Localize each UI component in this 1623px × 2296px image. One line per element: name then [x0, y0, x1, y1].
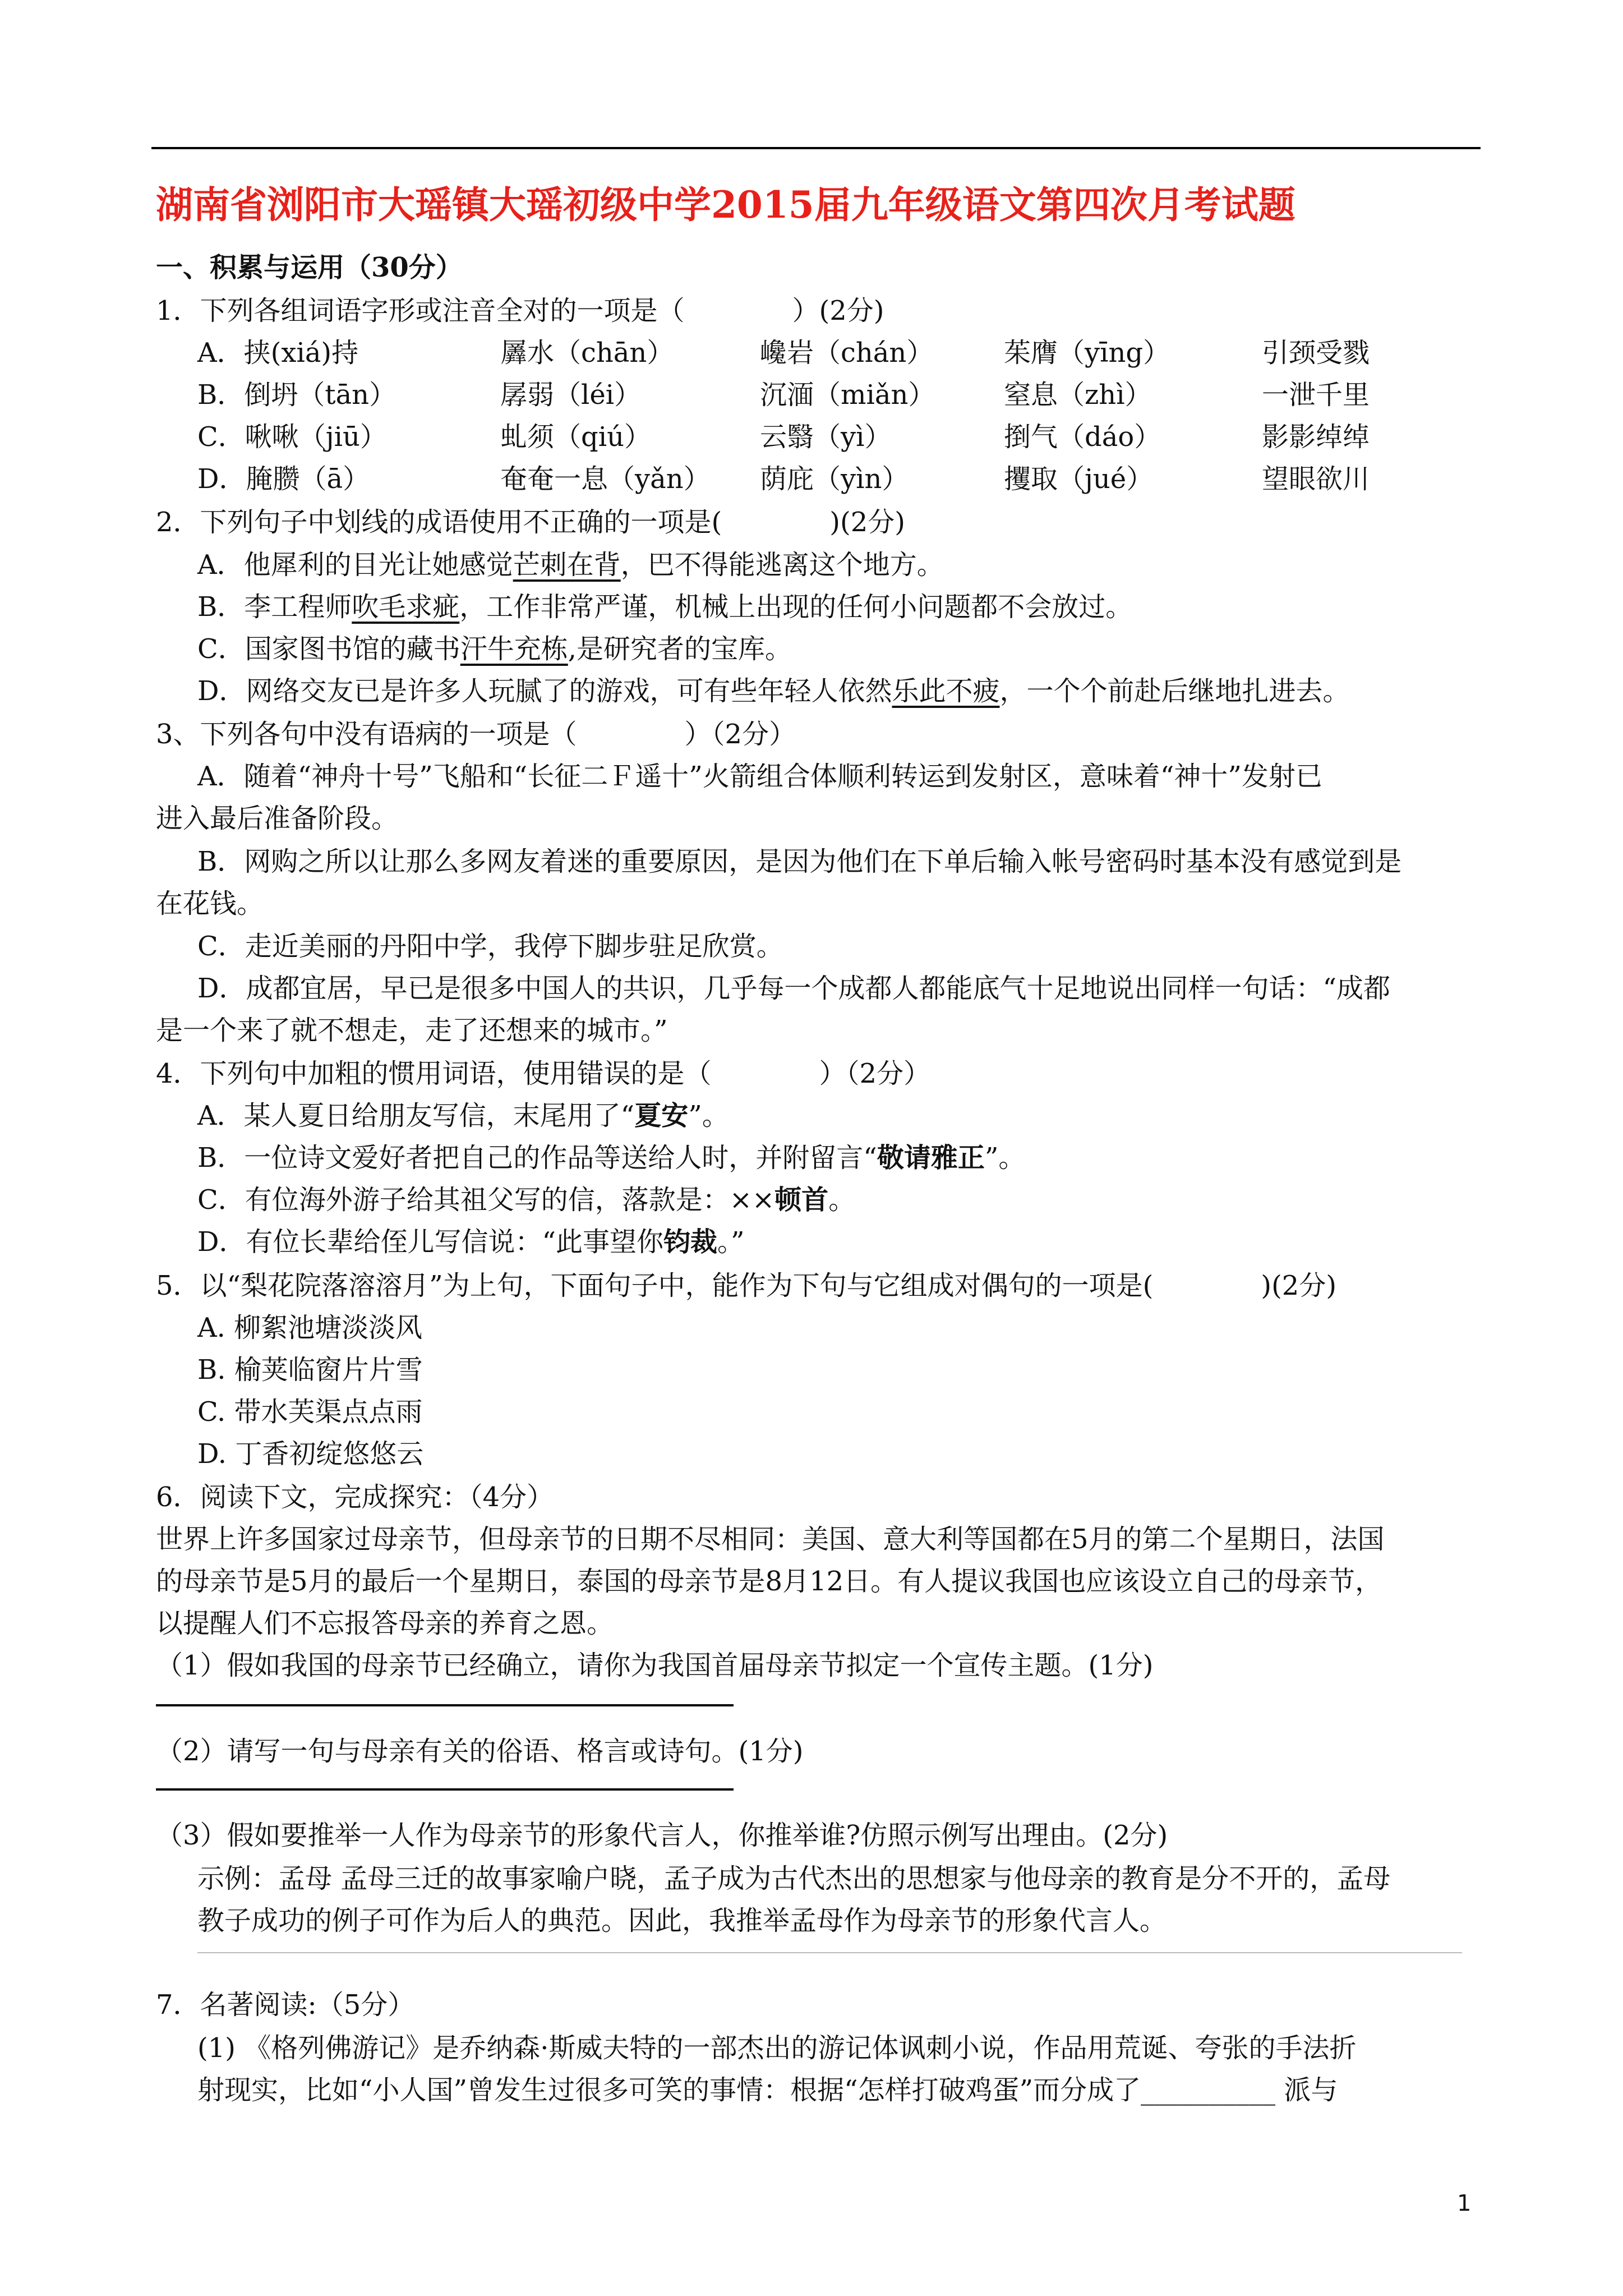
- section-heading: 一、积累与运用（30分）: [156, 252, 463, 283]
- q6-stem: 6．阅读下文，完成探究：（4分）: [156, 1481, 554, 1513]
- q1-a-2: 羼水（chān）: [500, 337, 674, 369]
- answer-line-3[interactable]: [197, 1952, 1462, 1953]
- q1-a-3: 巉岩（chán）: [760, 337, 934, 369]
- q6-passage-line2: 的母亲节是5月的最后一个星期日，泰国的母亲节是8月12日。有人提议我国也应该设立自己的母亲节，: [156, 1566, 1382, 1597]
- q1-d-2: 奄奄一息（yǎn）: [500, 463, 711, 495]
- q5-option-a: A. 柳絮池塘淡淡风: [197, 1312, 423, 1343]
- q1-stem: 1．下列各组词语字形或注音全对的一项是（ ）(2分): [156, 295, 884, 326]
- q4-c-term: 顿首: [774, 1184, 829, 1216]
- q2-d-rest: ，一个个前赴后继地扎进去。: [999, 675, 1350, 707]
- q1-d-3: 荫庇（yìn）: [760, 463, 909, 495]
- q6-example-line2: 教子成功的例子可作为后人的典范。因此，我推举孟母作为母亲节的形象代言人。: [197, 1905, 1167, 1936]
- q4-a-text: A．某人夏日给朋友写信，末尾用了“: [197, 1100, 635, 1131]
- q6-sub3: （3）假如要推举一人作为母亲节的形象代言人，你推举谁?仿照示例写出理由。(2分): [156, 1820, 1168, 1851]
- q1-d-5: 望眼欲川: [1262, 463, 1370, 495]
- q1-a-4: 茱膺（yīng）: [1004, 337, 1170, 369]
- q7-line1: (1) 《格列佛游记》是乔纳森·斯威夫特的一部杰出的游记体讽刺小说，作品用荒诞、夸张的手法折: [197, 2032, 1357, 2064]
- q2-b-rest: ，工作非常严谨，机械上出现的任何小问题都不会放过。: [459, 591, 1133, 623]
- q4-option-b: [197, 1136, 1025, 1175]
- q6-passage-line1: 世界上许多国家过母亲节，但母亲节的日期不尽相同：美国、意大利等国都在5月的第二个星期日，法国: [156, 1524, 1385, 1555]
- q6-passage-line3: 以提醒人们不忘报答母亲的养育之恩。: [156, 1608, 614, 1639]
- q1-c-4: 捯气（dáo）: [1004, 421, 1161, 453]
- q3-option-a-line1: A．随着“神舟十号”飞船和“长征二Ｆ遥十”火箭组合体顺利转运到发射区，意味着“神十”发射已: [197, 761, 1322, 792]
- q4-c-rest: 。: [828, 1184, 856, 1216]
- q6-sub2: （2）请写一句与母亲有关的俗语、格言或诗句。(1分): [156, 1736, 804, 1767]
- answer-line-1[interactable]: [156, 1704, 734, 1706]
- q4-option-d: [197, 1220, 745, 1259]
- q4-d-text: D．有位长辈给侄儿写信说：“此事望你: [197, 1226, 664, 1258]
- page-title: 湖南省浏阳市大瑶镇大瑶初级中学2015届九年级语文第四次月考试题: [156, 183, 1295, 227]
- q1-b-4: 窒息（zhì）: [1004, 379, 1152, 411]
- q2-c-text: C．国家图书馆的藏书: [197, 633, 460, 665]
- q1-d-4: 攫取（jué）: [1004, 463, 1154, 495]
- q3-option-d-line1: D．成都宜居，早已是很多中国人的共识，几乎每一个成都人都能底气十足地说出同样一句话：“成都: [197, 973, 1391, 1004]
- q2-a-idiom: 芒刺在背: [513, 549, 621, 581]
- q4-b-term: 敬请雅正: [877, 1142, 985, 1174]
- q5-option-c: C. 带水芙渠点点雨: [197, 1396, 423, 1428]
- q4-option-c: [197, 1178, 855, 1217]
- q4-d-rest: 。”: [717, 1226, 745, 1258]
- q1-d-1: D．腌臜（ā）: [197, 463, 370, 495]
- q4-a-term: 夏安: [634, 1100, 689, 1131]
- top-rule: [151, 147, 1481, 149]
- q2-c-rest: ,是研究者的宝库。: [568, 633, 792, 665]
- q1-c-2: 虬须（qiú）: [500, 421, 651, 453]
- q3-stem: 3、下列各句中没有语病的一项是（ ）（2分）: [156, 719, 796, 750]
- q1-b-3: 沉湎（miǎn）: [760, 379, 935, 411]
- q6-example-line1: 示例：孟母 孟母三迁的故事家喻户晓，孟子成为古代杰出的思想家与他母亲的教育是分不开的，孟母: [197, 1863, 1391, 1894]
- q2-a-rest: ，巴不得能逃离这个地方。: [620, 549, 944, 581]
- q2-option-c: [197, 627, 792, 666]
- q1-c-3: 云翳（yì）: [760, 421, 892, 453]
- q3-option-a-line2: 进入最后准备阶段。: [156, 803, 399, 834]
- q1-b-5: 一泄千里: [1262, 379, 1370, 411]
- q2-stem: 2．下列句子中划线的成语使用不正确的一项是( )(2分): [156, 507, 905, 538]
- q2-option-b: [197, 585, 1132, 624]
- q3-option-c: C．走近美丽的丹阳中学，我停下脚步驻足欣赏。: [197, 931, 783, 962]
- q2-b-idiom: 吹毛求疵: [352, 591, 460, 623]
- q4-option-a: [197, 1094, 729, 1133]
- q3-option-b-line1: B．网购之所以让那么多网友着迷的重要原因，是因为他们在下单后输入帐号密码时基本没有感觉到是: [197, 846, 1402, 877]
- q7-line2: 射现实，比如“小人国”曾发生过很多可笑的事情：根据“怎样打破鸡蛋”而分成了__________ 派与: [197, 2074, 1338, 2106]
- q1-c-5: 影影绰绰: [1262, 421, 1370, 453]
- q2-b-text: B．李工程师: [197, 591, 352, 623]
- q4-b-text: B．一位诗文爱好者把自己的作品等送给人时，并附留言“: [197, 1142, 877, 1174]
- q4-c-text: C．有位海外游子给其祖父写的信，落款是：××: [197, 1184, 775, 1216]
- q4-a-rest: ”。: [688, 1100, 729, 1131]
- q5-option-b: B. 榆荚临窗片片雪: [197, 1354, 423, 1386]
- q2-c-idiom: 汗牛充栋: [460, 633, 568, 665]
- q4-stem: 4．下列句中加粗的惯用词语，使用错误的是（ ）（2分）: [156, 1058, 931, 1089]
- q1-a-5: 引颈受戮: [1262, 337, 1370, 369]
- q4-b-rest: ”。: [984, 1142, 1026, 1174]
- q3-option-b-line2: 在花钱。: [156, 888, 264, 919]
- q3-option-d-line2: 是一个来了就不想走，走了还想来的城市。”: [156, 1015, 668, 1046]
- q1-c-1: C．啾啾（jiū）: [197, 421, 387, 453]
- q2-a-text: A．他犀利的目光让她感觉: [197, 549, 513, 581]
- q2-option-a: [197, 543, 944, 582]
- q2-d-idiom: 乐此不疲: [892, 675, 1000, 707]
- q5-stem: 5．以“梨花院落溶溶月”为上句，下面句子中，能作为下句与它组成对偶句的一项是( )(2分): [156, 1270, 1337, 1301]
- answer-line-2[interactable]: [156, 1788, 734, 1791]
- q2-option-d: [197, 669, 1350, 708]
- q2-d-text: D．网络交友已是许多人玩腻了的游戏，可有些年轻人依然: [197, 675, 892, 707]
- q4-d-term: 钧裁: [663, 1226, 718, 1258]
- page-number: 1: [1457, 2191, 1472, 2216]
- q1-a-1: A．挟(xiá)持: [197, 337, 359, 369]
- q6-sub1: （1）假如我国的母亲节已经确立，请你为我国首届母亲节拟定一个宣传主题。(1分): [156, 1650, 1154, 1681]
- q7-stem: 7．名著阅读:（5分）: [156, 1989, 415, 2021]
- q1-b-1: B．倒坍（tān）: [197, 379, 396, 411]
- q5-option-d: D. 丁香初绽悠悠云: [197, 1438, 424, 1470]
- q1-b-2: 孱弱（léi）: [500, 379, 642, 411]
